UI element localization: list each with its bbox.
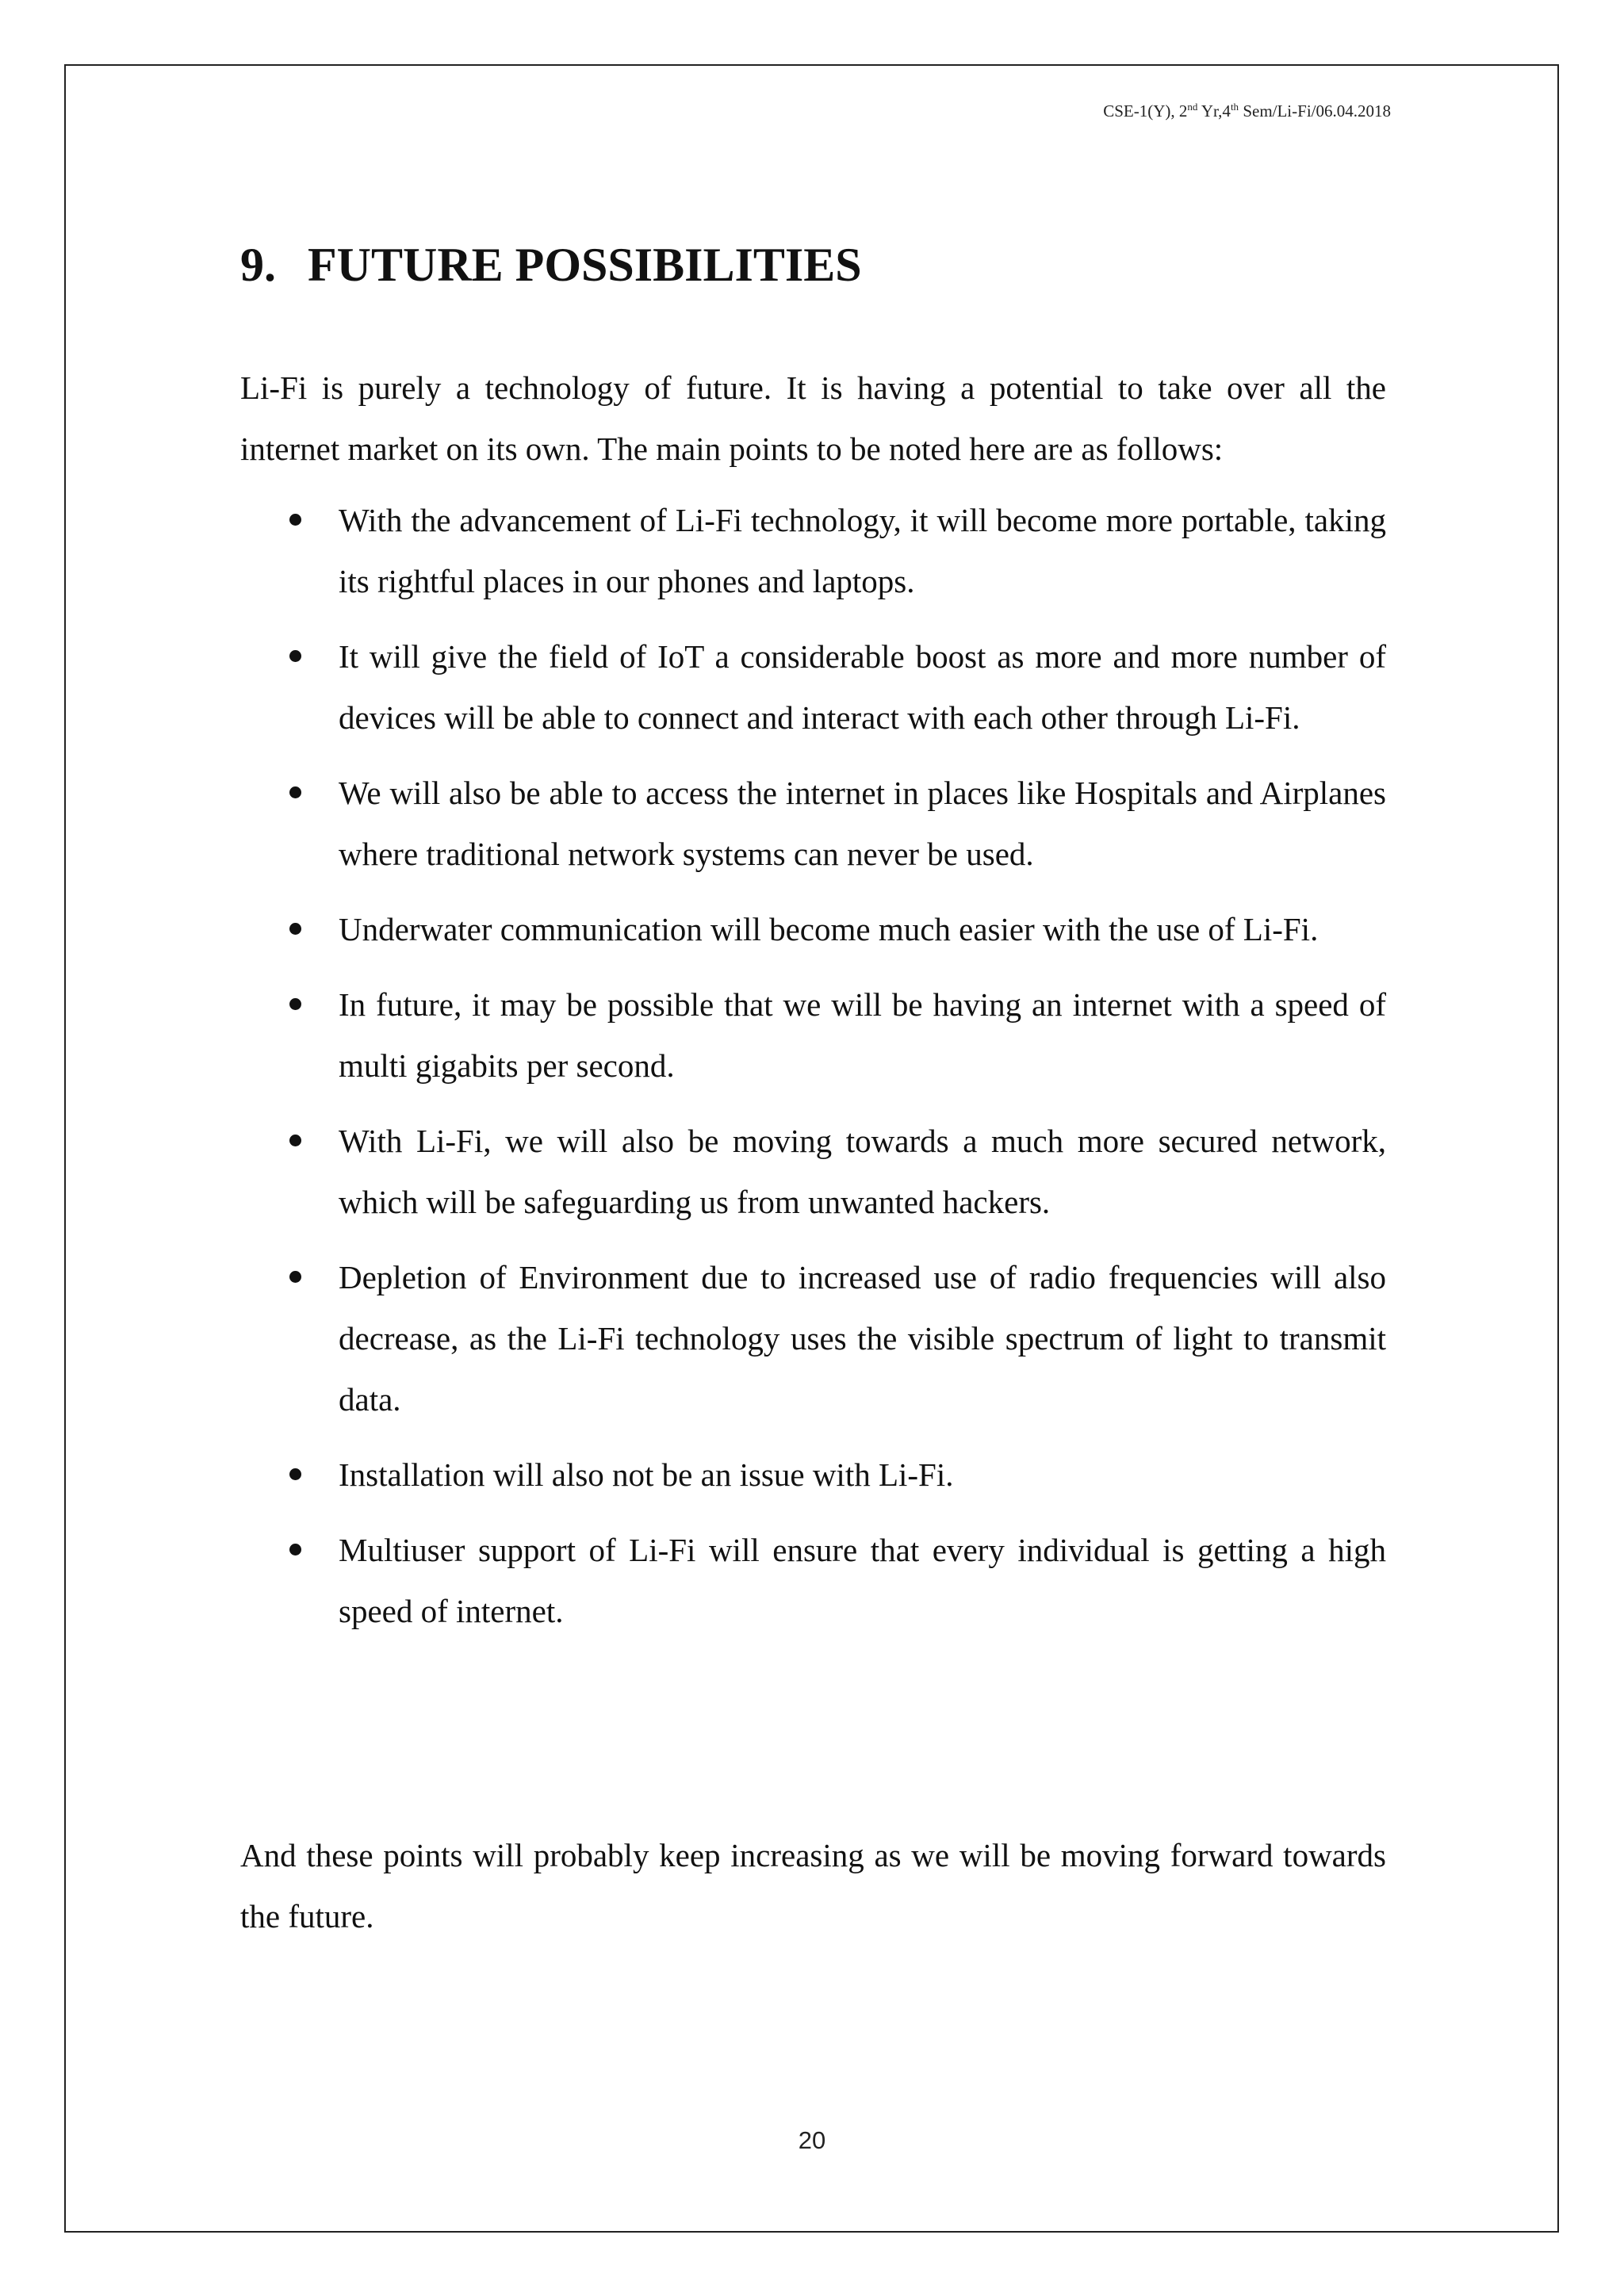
list-item [240, 899, 1386, 960]
bullet-icon [289, 650, 301, 662]
possibilities-list [240, 490, 1386, 1656]
list-item-text: Multiuser support of Li-Fi will ensure that every individual is getting a high speed of internet. [339, 1532, 1386, 1629]
page-number: 20 [798, 2126, 826, 2154]
bullet-icon [289, 514, 301, 526]
list-item [240, 490, 1386, 612]
bullet-icon [289, 923, 301, 935]
header-part-3: Sem/Li-Fi/06.04.2018 [1239, 101, 1391, 121]
list-item-text: Depletion of Environment due to increased use of radio frequencies will also decrease, as the Li-Fi technology uses the visible spectrum of light to transmit data. [339, 1259, 1386, 1418]
header-superscript-1: nd [1187, 101, 1198, 113]
section-number: 9. [240, 239, 276, 291]
list-item-text: With the advancement of Li-Fi technology, it will become more portable, taking its rightful places in our phones and laptops. [339, 502, 1386, 599]
bullet-icon [289, 998, 301, 1010]
list-item-text: With Li-Fi, we will also be moving towards a much more secured network, which will be safeguarding us from unwanted hackers. [339, 1123, 1386, 1220]
bullet-icon [289, 1468, 301, 1480]
list-item-text: In future, it may be possible that we will be having an internet with a speed of multi gigabits per second. [339, 986, 1386, 1084]
header-part-1: CSE-1(Y), 2 [1103, 101, 1188, 121]
list-item [240, 763, 1386, 885]
bullet-icon [289, 1271, 301, 1283]
list-item-text: We will also be able to access the internet in places like Hospitals and Airplanes where traditional network systems can never be used. [339, 775, 1386, 872]
list-item [240, 1111, 1386, 1233]
section-title: FUTURE POSSIBILITIES [308, 239, 862, 291]
bullet-icon [289, 1135, 301, 1146]
bullet-icon [289, 786, 301, 798]
bullet-icon [289, 1544, 301, 1556]
running-header [1103, 101, 1391, 121]
list-item-text: Underwater communication will become much easier with the use of Li-Fi. [339, 911, 1319, 947]
header-superscript-2: th [1230, 101, 1239, 113]
list-item-text: It will give the field of IoT a considerable boost as more and more number of devices will be able to connect and interact with each other through Li-Fi. [339, 638, 1386, 736]
list-item [240, 1520, 1386, 1642]
header-part-2: Yr,4 [1197, 101, 1231, 121]
list-item [240, 626, 1386, 748]
intro-paragraph: Li-Fi is purely a technology of future. It is having a potential to take over all the internet market on its own. The main points to be noted here are as follows: [240, 369, 1386, 467]
closing-paragraph: And these points will probably keep increasing as we will be moving forward towards the future. [240, 1837, 1386, 1934]
list-item-text: Installation will also not be an issue with Li-Fi. [339, 1456, 954, 1493]
list-item [240, 1445, 1386, 1506]
list-item [240, 974, 1386, 1096]
section-heading [240, 238, 862, 293]
list-item [240, 1247, 1386, 1430]
